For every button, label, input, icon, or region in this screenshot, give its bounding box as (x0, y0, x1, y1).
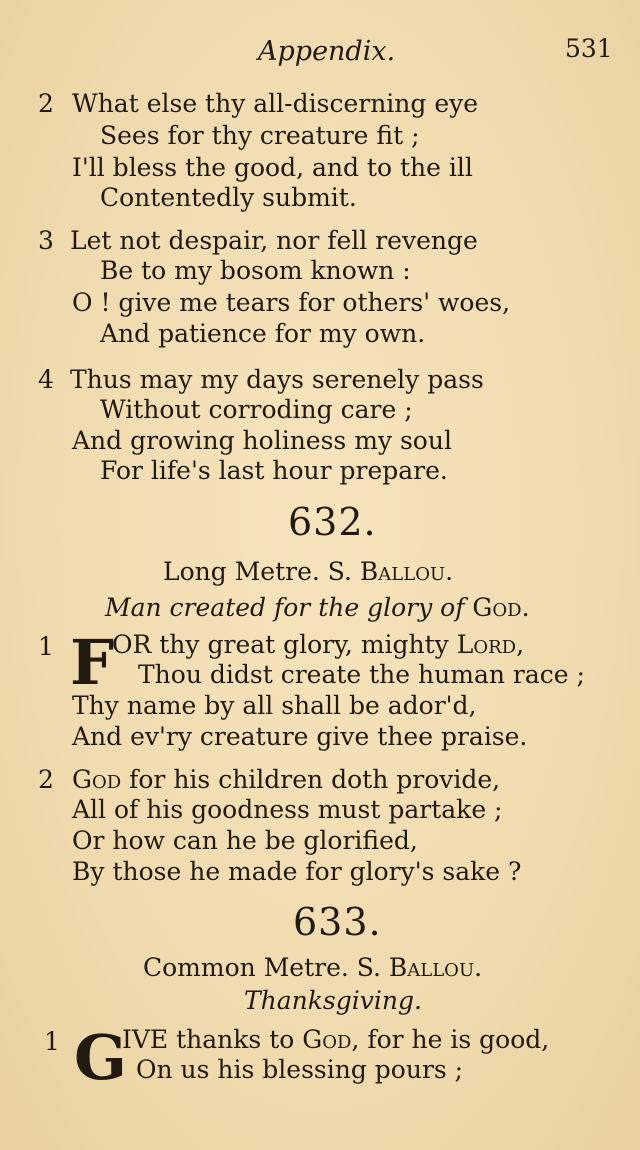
verse-number: 1 (38, 632, 54, 661)
verse-line: Thus may my days serenely pass (70, 365, 484, 394)
verse-line-text: OR thy great glory, mighty (112, 630, 449, 659)
verse-line: By those he made for glory's sake ? (72, 857, 522, 886)
running-header: Appendix. (258, 36, 396, 67)
hymn-metre-line (143, 953, 482, 982)
page-number: 531 (565, 34, 613, 63)
verse-number: 2 (38, 89, 54, 118)
verse-line: For life's last hour prepare. (100, 456, 448, 485)
hymn-subject (105, 593, 530, 622)
verse-line: Or how can he be glorified, (72, 826, 418, 855)
hymn-subject: Thanksgiving. (244, 986, 422, 1015)
verse-line: And patience for my own. (100, 319, 426, 348)
verse-line: On us his blessing pours ; (136, 1055, 464, 1084)
verse-line (122, 1025, 549, 1055)
verse-line: I'll bless the good, and to the ill (72, 153, 473, 182)
verse-line: Thy name by all shall be ador'd, (72, 691, 477, 720)
verse-line-lord: Lord, (456, 630, 525, 659)
verse-line: Let not despair, nor fell revenge (70, 226, 478, 255)
hymn-subject-god: God. (472, 593, 530, 622)
verse-line: O ! give me tears for others' woes, (72, 288, 511, 317)
verse-line: Contentedly submit. (100, 183, 357, 212)
drop-cap: G (74, 1021, 127, 1094)
verse-line-text: IVE thanks to (122, 1025, 295, 1054)
verse-line-god: God (72, 765, 122, 794)
verse-line: Sees for thy creature fit ; (100, 121, 420, 150)
verse-line: Be to my bosom known : (100, 256, 411, 285)
verse-line (112, 630, 524, 660)
verse-line-god: God, (302, 1025, 360, 1054)
hymn-number: 632. (288, 500, 377, 544)
verse-line (72, 765, 500, 795)
hymn-metre: Common Metre. (143, 953, 349, 982)
verse-number: 3 (38, 226, 54, 255)
hymn-subject-text: Man created for the glory of (105, 593, 465, 622)
verse-number: 4 (38, 365, 54, 394)
verse-line: All of his goodness must partake ; (72, 795, 503, 824)
hymn-author: S. Ballou. (327, 557, 454, 586)
verse-line: What else thy all-discerning eye (72, 89, 479, 118)
verse-line: And growing holiness my soul (72, 426, 452, 455)
hymn-author: S. Ballou. (356, 953, 483, 982)
verse-line-text: for he is good, (367, 1025, 550, 1054)
verse-line: And ev'ry creature give thee praise. (72, 722, 528, 751)
verse-number: 2 (38, 765, 54, 794)
verse-line: Without corroding care ; (100, 395, 413, 424)
hymn-number: 633. (293, 900, 382, 944)
hymn-metre: Long Metre. (163, 557, 320, 586)
verse-line: Thou didst create the human race ; (138, 660, 585, 689)
drop-cap: F (70, 626, 115, 699)
verse-line-text: for his children doth provide, (129, 765, 501, 794)
verse-number: 1 (44, 1027, 60, 1056)
hymn-metre-line (163, 557, 453, 586)
